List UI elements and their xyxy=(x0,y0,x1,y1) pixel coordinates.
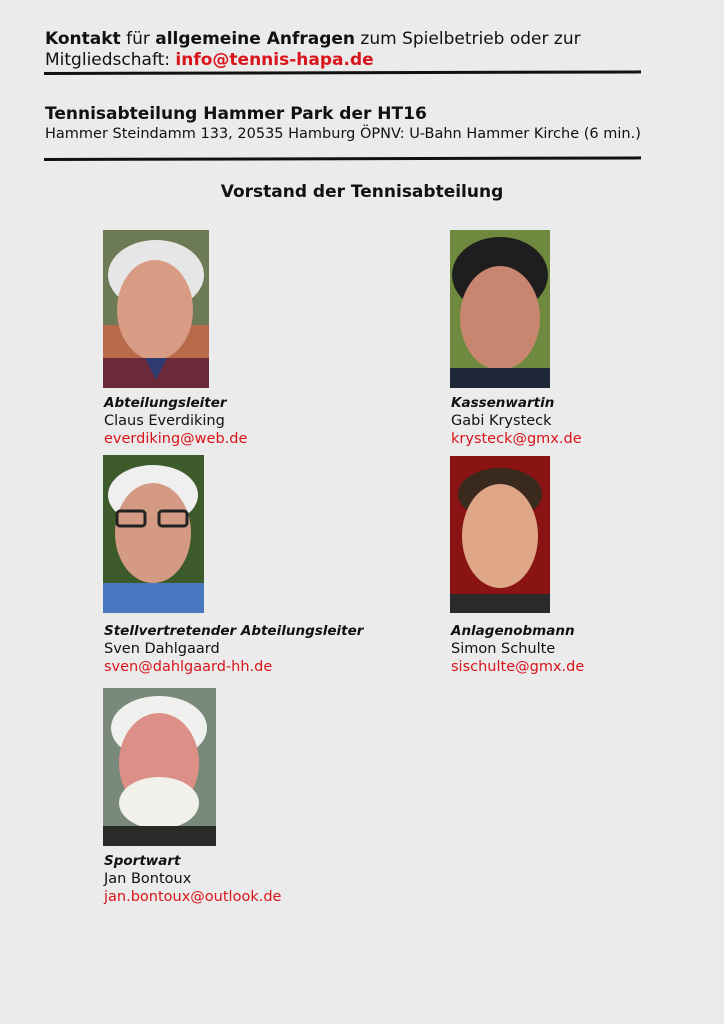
member-photo-stellvertreter xyxy=(103,455,204,613)
member-photo-kassenwartin xyxy=(450,230,550,388)
member-name: Simon Schulte xyxy=(451,641,556,657)
club-info xyxy=(45,104,641,144)
member-email-link[interactable]: jan.bontoux@outlook.de xyxy=(104,889,282,905)
club-name: Tennisabteilung Hammer Park der HT16 xyxy=(45,104,427,124)
member-card-anlagenobmann xyxy=(451,622,584,676)
contact-email-link[interactable]: info@tennis-hapa.de xyxy=(175,50,374,70)
divider-bottom xyxy=(44,156,641,161)
club-address: Hammer Steindamm 133, 20535 Hamburg ÖPNV: U-Bahn Hammer Kirche (6 min.) xyxy=(45,126,641,142)
member-role: Stellvertretender Abteilungsleiter xyxy=(104,623,364,639)
member-card-kassenwartin xyxy=(451,394,582,448)
contact-text-2: zum Spielbetrieb oder zur Mitgliedschaft: xyxy=(45,29,581,70)
contact-text-1: für xyxy=(120,29,156,49)
member-name: Jan Bontoux xyxy=(104,871,192,887)
member-name: Sven Dahlgaard xyxy=(104,641,220,657)
contact-paragraph xyxy=(45,29,665,71)
member-card-abteilungsleiter xyxy=(104,394,247,448)
member-role: Sportwart xyxy=(104,853,181,869)
member-photo-sportwart xyxy=(103,688,216,846)
member-name: Gabi Krysteck xyxy=(451,413,552,429)
member-photo-abteilungsleiter xyxy=(103,230,209,388)
member-photo-anlagenobmann xyxy=(450,456,550,613)
member-card-stellvertreter xyxy=(104,622,363,676)
member-card-sportwart xyxy=(104,852,281,906)
member-email-link[interactable]: krysteck@gmx.de xyxy=(451,431,582,447)
member-role: Kassenwartin xyxy=(451,395,555,411)
divider-top xyxy=(44,70,641,75)
member-email-link[interactable]: everdiking@web.de xyxy=(104,431,248,447)
member-email-link[interactable]: sven@dahlgaard-hh.de xyxy=(104,659,273,675)
member-email-link[interactable]: sischulte@gmx.de xyxy=(451,659,585,675)
member-role: Abteilungsleiter xyxy=(104,395,227,411)
contact-label: Kontakt xyxy=(45,29,121,49)
member-role: Anlagenobmann xyxy=(451,623,575,639)
board-heading: Vorstand der Tennisabteilung xyxy=(220,182,504,202)
member-name: Claus Everdiking xyxy=(104,413,225,429)
contact-topic: allgemeine Anfragen xyxy=(155,29,356,49)
